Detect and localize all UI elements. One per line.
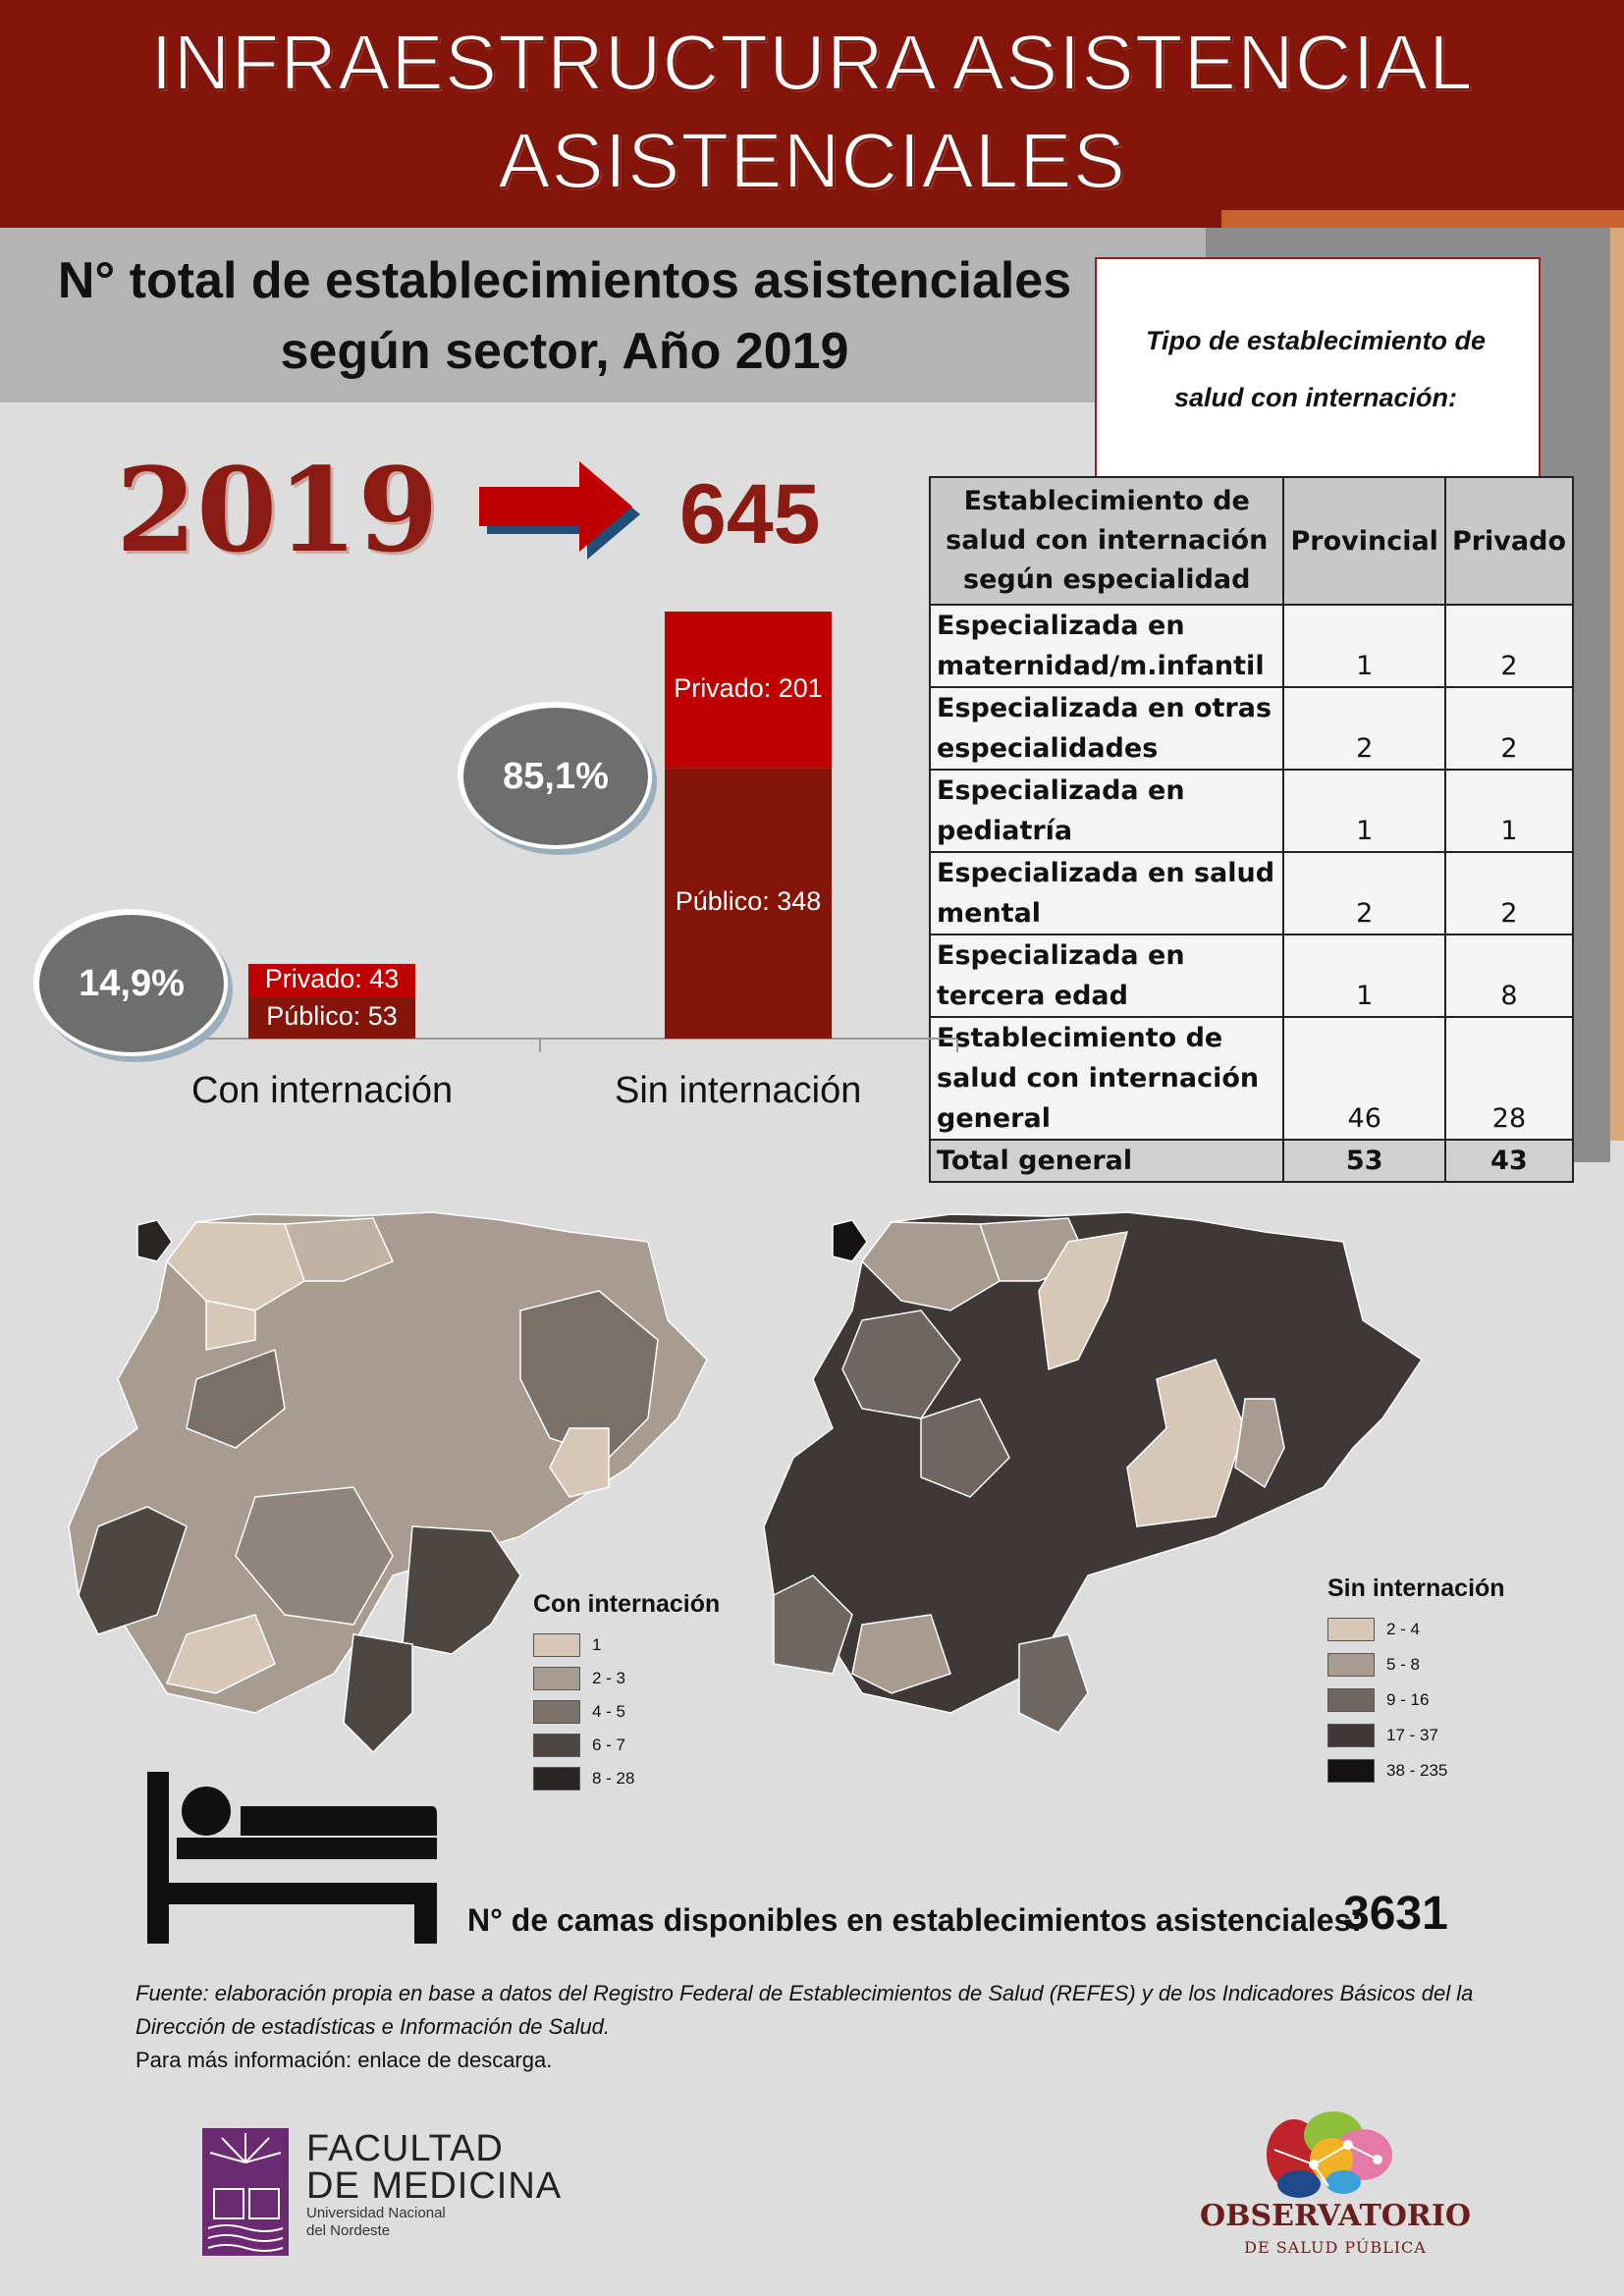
headline-year: 2019 [116,442,439,578]
row-provincial: 1 [1283,770,1444,852]
total-provincial: 53 [1283,1140,1444,1182]
map-sin-internacion [754,1202,1441,1772]
legend-swatch [533,1667,580,1690]
table-header-privado: Privado [1445,477,1573,605]
observatorio-subtitle: DE SALUD PÚBLICA [1244,2238,1427,2257]
legend-swatch [1327,1724,1375,1747]
bed-icon [147,1767,442,1944]
facultad-line1: FACULTAD [306,2128,504,2169]
stacked-bar-chart [0,589,982,1139]
table-row [930,852,1573,934]
legend-swatch [533,1734,580,1757]
facultad-logo-subtext [306,2205,446,2240]
legend-label: 6 - 7 [592,1735,626,1754]
legend-item [1327,1618,1420,1641]
map-region [344,1634,412,1752]
bar-label-publico-1: Público: 348 [675,886,822,917]
row-privado: 2 [1445,852,1573,934]
facultad-line3: Universidad Nacional [306,2205,446,2221]
table-header-row [930,477,1573,605]
row-label: Especializada en maternidad/m.infantil [930,605,1283,687]
legend-swatch [1327,1618,1375,1641]
table-total-row [930,1140,1573,1182]
legend-swatch [1327,1759,1375,1783]
category-label-con: Con internación [191,1070,454,1111]
legend-item [533,1734,625,1757]
legend-swatch [533,1633,580,1657]
legend-item [533,1633,601,1657]
row-label: Especializada en tercera edad [930,934,1283,1017]
legend-item [1327,1688,1429,1712]
specialty-table [929,476,1574,1183]
map-region [1019,1634,1088,1733]
header-title-line2: ASISTENCIALES [498,117,1126,204]
row-provincial: 1 [1283,934,1444,1017]
legend-label: 4 - 5 [592,1702,626,1721]
legend-label: 1 [592,1635,602,1654]
row-provincial: 2 [1283,687,1444,770]
card-title-line1: Tipo de establecimiento de [1145,326,1487,355]
row-label: Especializada en salud mental [930,852,1283,934]
table-row [930,1017,1573,1140]
page-title [0,245,1129,387]
table-row [930,934,1573,1017]
map-region [403,1526,520,1654]
map-region [833,1220,867,1261]
right-accent-strip [1610,228,1624,1141]
page-title-line1: N° total de establecimientos asistenciales [57,252,1072,309]
facultad-logo-text [306,2130,562,2205]
legend-item [533,1767,634,1790]
beds-value: 3631 [1343,1888,1448,1940]
bar-label-privado-1: Privado: 201 [674,672,823,703]
legend-item [1327,1759,1447,1783]
row-provincial: 46 [1283,1017,1444,1140]
map-region [69,1212,707,1713]
right-accent-bar [1221,210,1624,228]
legend-label: 5 - 8 [1386,1655,1421,1674]
legend-label: 2 - 4 [1386,1620,1421,1638]
table-row [930,605,1573,687]
row-label: Especializada en pediatría [930,770,1283,852]
source-note [135,1977,1530,2077]
bar-label-publico-0: Público: 53 [266,1001,398,1031]
legend-label: 9 - 16 [1386,1690,1430,1709]
row-provincial: 2 [1283,852,1444,934]
header-title-line1: INFRAESTRUCTURA ASISTENCIAL [150,19,1474,106]
category-label-sin: Sin internación [615,1070,862,1111]
row-privado: 28 [1445,1017,1573,1140]
legend-item [1327,1724,1438,1747]
percentage-bubble-con: 14,9% [35,911,228,1056]
table-row [930,687,1573,770]
arrow-right-icon [477,457,644,561]
percentage-bubble-sin: 85,1% [460,704,652,849]
map-sin-legend-title: Sin internación [1327,1575,1505,1602]
map-con-legend-title: Con internación [533,1590,721,1618]
total-privado: 43 [1445,1140,1573,1182]
table-card-title [1110,312,1522,426]
row-label: Especializada en otras especialidades [930,687,1283,770]
facultad-line4: del Nordeste [306,2222,391,2239]
row-label: Establecimiento de salud con internación general [930,1017,1283,1140]
header-banner [0,0,1624,228]
legend-label: 17 - 37 [1386,1726,1438,1744]
row-privado: 1 [1445,770,1573,852]
legend-label: 38 - 235 [1386,1761,1448,1780]
beds-label: N° de camas disponibles en establecimientos asistenciales: [467,1902,1362,1938]
map-region [137,1220,172,1261]
row-privado: 2 [1445,605,1573,687]
legend-label: 8 - 28 [592,1769,635,1788]
source-line3: Para más información: enlace de descarga. [135,2048,553,2072]
legend-swatch [1327,1688,1375,1712]
row-privado: 2 [1445,687,1573,770]
facultad-line2: DE MEDICINA [306,2165,563,2207]
source-line1: Fuente: elaboración propia en base a datos del Registro Federal de Establecimientos de Salud (REFES) y de los Indicadores Básicos del la [135,1981,1474,2005]
legend-label: 2 - 3 [592,1669,626,1687]
legend-swatch [533,1767,580,1790]
table-header-establishment: Establecimiento de salud con internación según especialidad [930,477,1283,605]
total-label: Total general [930,1140,1283,1182]
legend-item [533,1667,625,1690]
page-title-line2: según sector, Año 2019 [280,323,849,380]
facultad-logo-icon [202,2128,289,2256]
legend-item [533,1700,625,1724]
legend-swatch [1327,1653,1375,1677]
bar-label-privado-0: Privado: 43 [264,963,400,993]
map-con-internacion [59,1202,727,1772]
row-provincial: 1 [1283,605,1444,687]
legend-swatch [533,1700,580,1724]
row-privado: 8 [1445,934,1573,1017]
table-header-provincial: Provincial [1283,477,1444,605]
observatorio-logo-icon [1255,2106,1402,2199]
source-line2: Dirección de estadísticas e Información de Salud. [135,2014,611,2039]
legend-item [1327,1653,1420,1677]
card-title-line2: salud con internación: [1173,383,1458,412]
headline-total: 645 [679,467,821,561]
table-row [930,770,1573,852]
observatorio-title: OBSERVATORIO [1199,2199,1472,2233]
